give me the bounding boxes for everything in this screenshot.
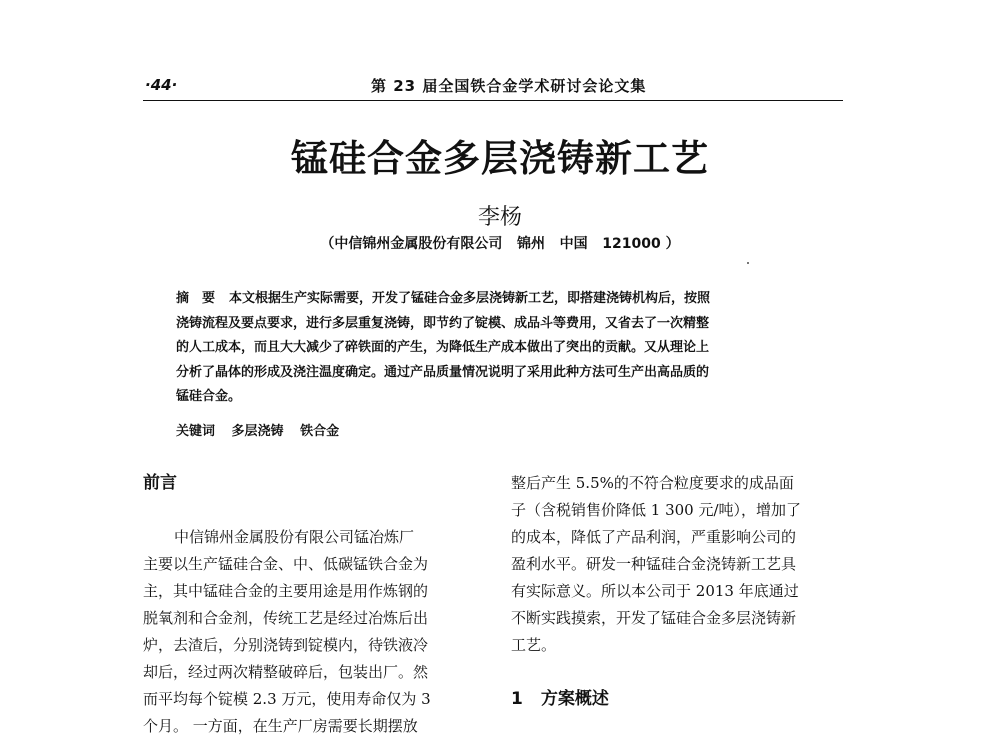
running-header: [143, 72, 843, 100]
keywords-label: 关键词: [176, 424, 216, 439]
abstract-line: 分析了晶体的形成及浇注温度确定。通过产品质量情况说明了采用此种方法可生产出高品质的: [176, 364, 710, 380]
body-line: 却后，经过两次精整破碎后，包装出厂。然: [143, 663, 429, 681]
body-line: 主，其中锰硅合金的主要用途是用作炼钢的: [143, 582, 429, 600]
abstract-label: 摘 要: [176, 291, 216, 306]
left-column: [143, 470, 483, 740]
spacer: [511, 659, 851, 686]
body-line: 整后产生 5.5%的不符合粒度要求的成品面: [511, 474, 794, 492]
journal-title: 第 23 届全国铁合金学术研讨会论文集: [371, 77, 647, 95]
body-line: 脱氧剂和合金剂，传统工艺是经过冶炼后出: [143, 609, 429, 627]
abstract-line: 锰硅合金。: [176, 389, 242, 405]
body-line: 子（含税销售价降低 1 300 元/吨），增加了: [511, 501, 802, 519]
paper-title: 锰硅合金多层浇铸新工艺: [291, 137, 709, 180]
keyword-item: 多层浇铸: [231, 424, 284, 439]
section-number: 1: [511, 689, 523, 709]
abstract-line: 摘 要 本文根据生产实际需要，开发了锰硅合金多层浇铸新工艺，即搭建浇铸机构后，按照: [176, 291, 711, 306]
section-heading-preface: 前言: [143, 473, 177, 493]
body-line: 盈利水平。研发一种锰硅合金浇铸新工艺具: [511, 555, 797, 573]
author-name: 李杨: [477, 205, 522, 230]
section-title: 方案概述: [540, 689, 609, 709]
scan-speck: [747, 262, 749, 264]
abstract-line: 的人工成本，而且大大减少了碎铁面的产生，为降低生产成本做出了突出的贡献。又从理论上: [176, 340, 710, 356]
author-affiliation: （中信锦州金属股份有限公司 锦州 中国 121000 ）: [320, 236, 680, 252]
body-line: 个月。 一方面，在生产厂房需要长期摆放: [143, 717, 418, 735]
spacer: [143, 497, 483, 524]
body-line: 工艺。: [511, 636, 557, 654]
body-line: 不断实践摸索，开发了锰硅合金多层浇铸新: [511, 609, 797, 627]
section-heading-overview: [511, 686, 851, 713]
abstract: [176, 287, 824, 410]
body-line: 有实际意义。所以本公司于 2013 年底通过: [511, 582, 799, 600]
body-line: 炉，去渣后，分别浇铸到锭模内，待铁液冷: [143, 636, 429, 654]
keyword-item: 铁合金: [300, 424, 340, 439]
page-number: ·44·: [145, 76, 178, 94]
header-rule: [143, 100, 843, 101]
right-column: [511, 470, 851, 713]
abstract-line: 浇铸流程及要点要求，进行多层重复浇铸，即节约了锭模、成品斗等费用，又省去了一次精整: [176, 315, 710, 331]
body-line: 而平均每个锭模 2.3 万元，使用寿命仅为 3: [143, 690, 431, 708]
keywords: [176, 420, 351, 439]
body-line: 中信锦州金属股份有限公司锰冶炼厂: [174, 528, 415, 546]
body-line: 主要以生产锰硅合金、中、低碳锰铁合金为: [143, 555, 429, 573]
body-line: 的成本，降低了产品利润，严重影响公司的: [511, 528, 797, 546]
